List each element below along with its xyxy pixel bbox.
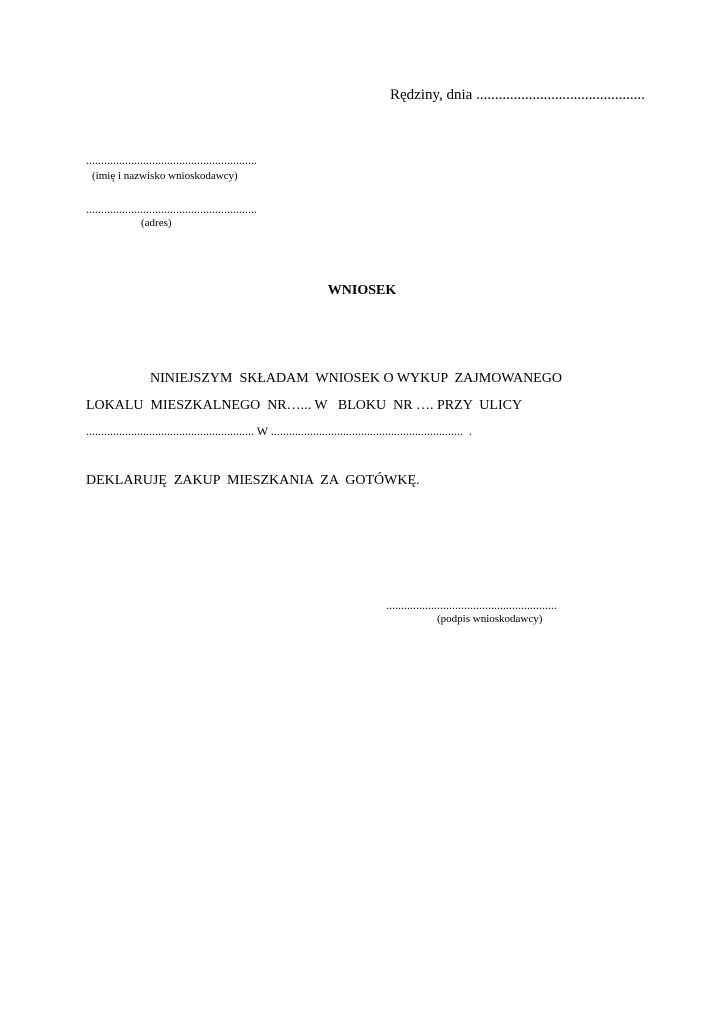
applicant-address-caption: (adres) bbox=[141, 217, 172, 229]
place-date-line: Rędziny, dnia ............................................. bbox=[390, 87, 645, 103]
declaration-line: DEKLARUJĘ ZAKUP MIESZKANIA ZA GOTÓWKĘ. bbox=[86, 473, 420, 488]
request-line-1: NINIEJSZYM SKŁADAM WNIOSEK O WYKUP ZAJMOWANEGO bbox=[150, 371, 562, 386]
request-line-3: ........................................................ W ................................................................ . bbox=[86, 424, 472, 438]
applicant-address-dots: ......................................................... bbox=[86, 202, 257, 216]
signature-dots: ......................................................... bbox=[386, 598, 557, 612]
applicant-name-caption: (imię i nazwisko wnioskodawcy) bbox=[92, 170, 238, 182]
request-line-2: LOKALU MIESZKALNEGO NR…... W BLOKU NR …. PRZY ULICY bbox=[86, 398, 523, 413]
applicant-name-dots: ......................................................... bbox=[86, 153, 257, 167]
document-title: WNIOSEK bbox=[327, 283, 397, 298]
signature-caption: (podpis wnioskodawcy) bbox=[437, 613, 543, 625]
